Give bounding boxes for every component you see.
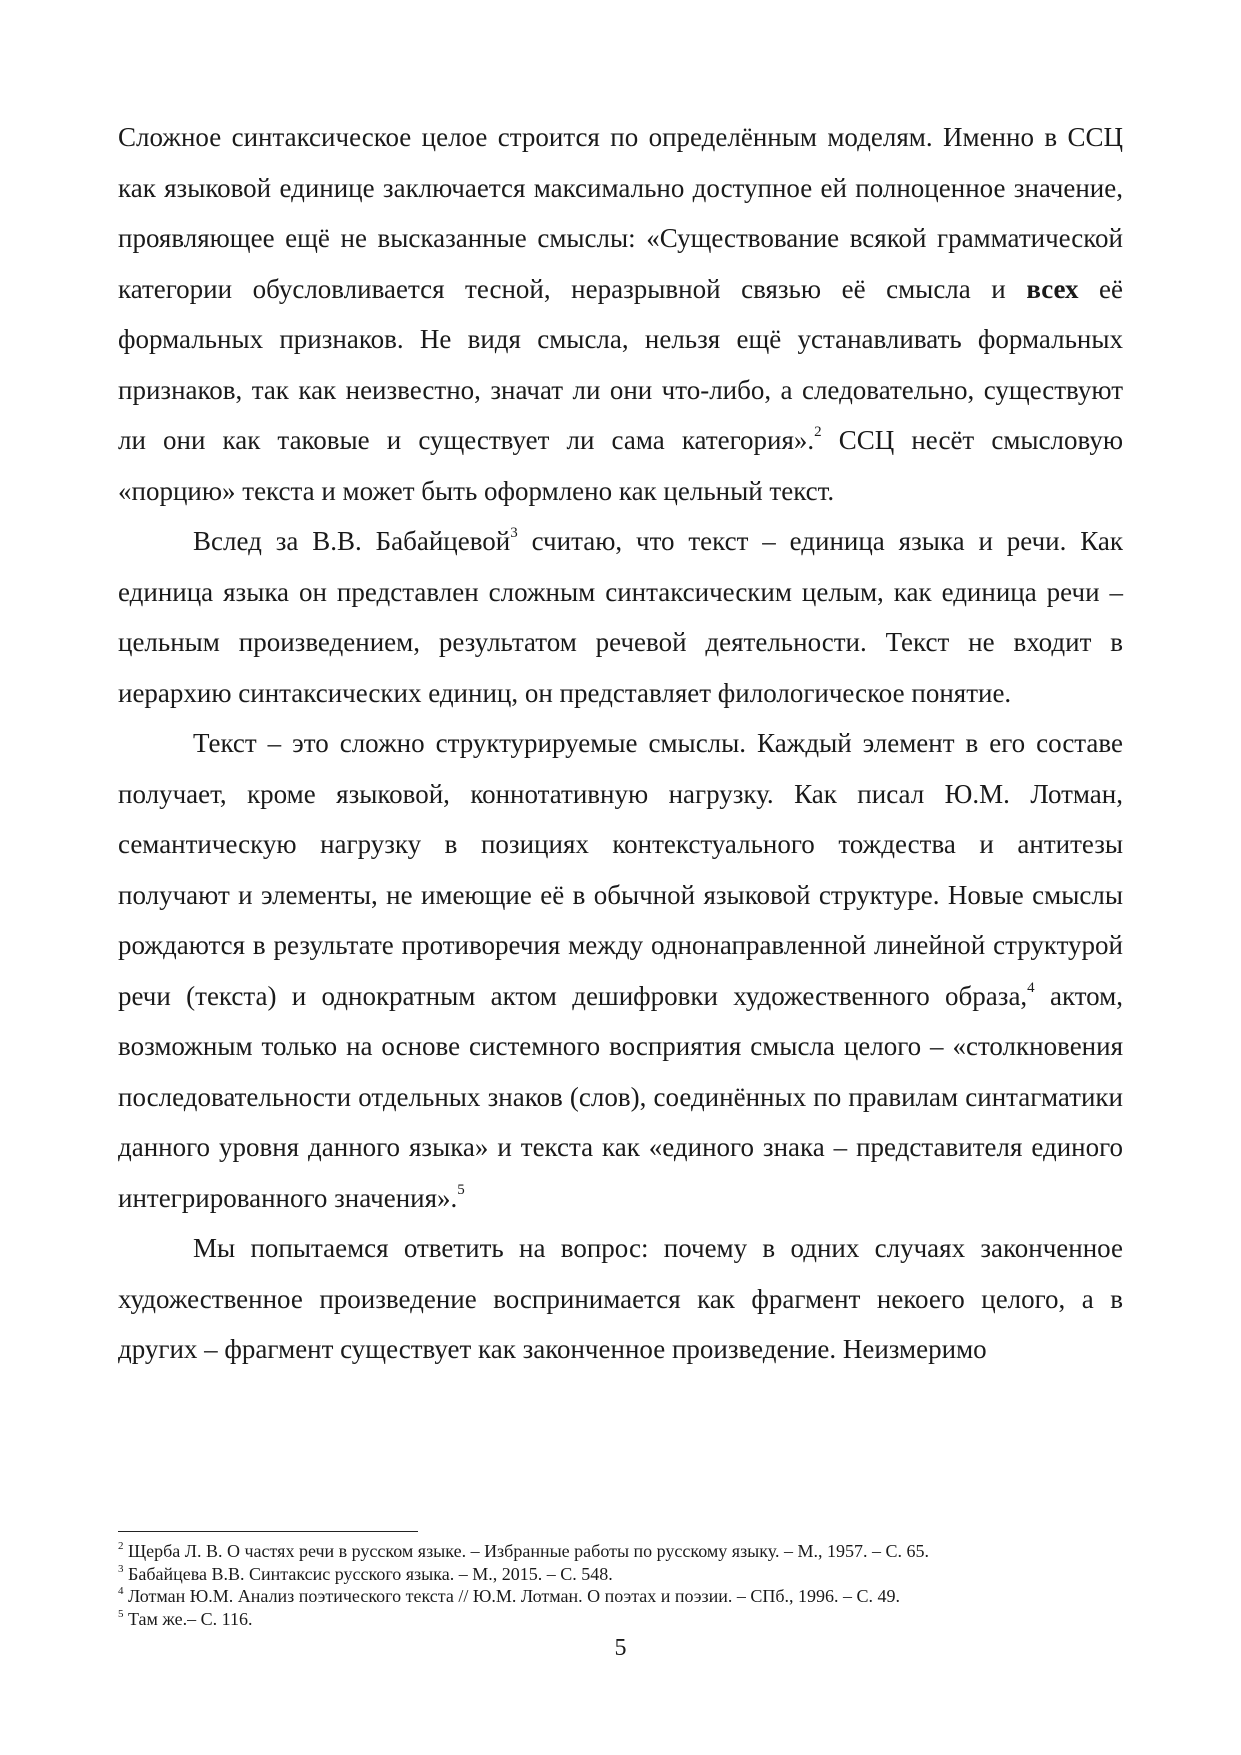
main-text <box>118 112 1123 1375</box>
paragraph-1-text-c: ССЦ несёт смысловую «порцию» текста и может быть оформлено как цельный текст. <box>118 425 1123 506</box>
footnote-number: 3 <box>118 1562 124 1575</box>
footnote-number: 4 <box>118 1585 124 1597</box>
paragraph-2-text-b: считаю, что текст – единица языка и речи. Как единица языка он представлен сложным синтаксическим целым, как единица речи – цельным произведением, результатом речевой деятельности. Текст не входит в иерархию синтаксических единиц, он представляет филологическое понятие. <box>118 526 1123 708</box>
footnote-number: 5 <box>118 1607 124 1620</box>
paragraph-2 <box>118 516 1123 718</box>
paragraph-1-text-b: её формальных признаков. Не видя смысла, нельзя ещё устанавливать формальных признаков, так как неизвестно, значат ли они что-либо, а следовательно, существуют ли они как таковые и существует ли сама категория». <box>118 273 1123 455</box>
footnote-3 <box>118 1563 1123 1586</box>
footnote-4 <box>118 1585 1123 1608</box>
footnote-number: 2 <box>118 1540 124 1552</box>
paragraph-3-text-a: Текст – это сложно структурируемые смыслы. Каждый элемент в его составе получает, кроме языковой, коннотативную нагрузку. Как писал Ю.М. Лотман, семантическую нагрузку в позициях контекстуального тождества и антитезы получают и элементы, не имеющие её в обычной языковой структуре. Новые смыслы рождаются в результате противоречия между однонаправленной линейной структурой речи (текста) и однократным актом дешифровки художественного образа, <box>118 728 1123 1011</box>
footnotes <box>118 1540 1123 1630</box>
footnote-ref-3: 3 <box>510 525 518 541</box>
paragraph-1 <box>118 112 1123 516</box>
footnote-text: Бабайцева В.В. Синтаксис русского языка. – М., 2015. – С. 548. <box>123 1563 613 1584</box>
paragraph-4-text: Мы попытаемся ответить на вопрос: почему в одних случаях законченное художественное произведение воспринимается как фрагмент некоего целого, а в других – фрагмент существует как законченное произведение. Неизмеримо <box>118 1233 1123 1364</box>
footnote-ref-2: 2 <box>814 424 822 440</box>
paragraph-3 <box>118 718 1123 1223</box>
paragraph-2-text-a: Вслед за В.В. Бабайцевой <box>193 526 511 556</box>
footnote-text: Там же.– С. 116. <box>123 1608 253 1629</box>
footnote-2 <box>118 1540 1123 1563</box>
paragraph-3-text-b: актом, возможным только на основе системного восприятия смысла целого – «столкновения последовательности отдельных знаков (слов), соединённых по правилам синтагматики данного уровня данного языка» и текста как «единого знака – представителя единого интегрированного значения». <box>118 980 1123 1213</box>
footnote-separator <box>118 1531 418 1532</box>
footnote-ref-5: 5 <box>457 1181 465 1198</box>
footnote-ref-4: 4 <box>1027 979 1035 996</box>
paragraph-4 <box>118 1223 1123 1375</box>
footnote-text: Щерба Л. В. О частях речи в русском языке. – Избранные работы по русскому языку. – М., 1957. – С. 65. <box>123 1541 929 1561</box>
bold-word: всех <box>1026 273 1079 304</box>
footnote-text: Лотман Ю.М. Анализ поэтического текста // Ю.М. Лотман. О поэтах и поэзии. – СПб., 1996. – С. 49. <box>123 1586 901 1606</box>
footnote-5 <box>118 1608 1123 1631</box>
paragraph-1-text-a: Сложное синтаксическое целое строится по определённым моделям. Именно в ССЦ как языковой единице заключается максимально доступное ей полноценное значение, проявляющее ещё не высказанные смыслы: «Существование всякой грамматической категории обусловливается тесной, неразрывной связью её смысла и <box>118 122 1123 304</box>
page-number: 5 <box>614 1635 627 1661</box>
